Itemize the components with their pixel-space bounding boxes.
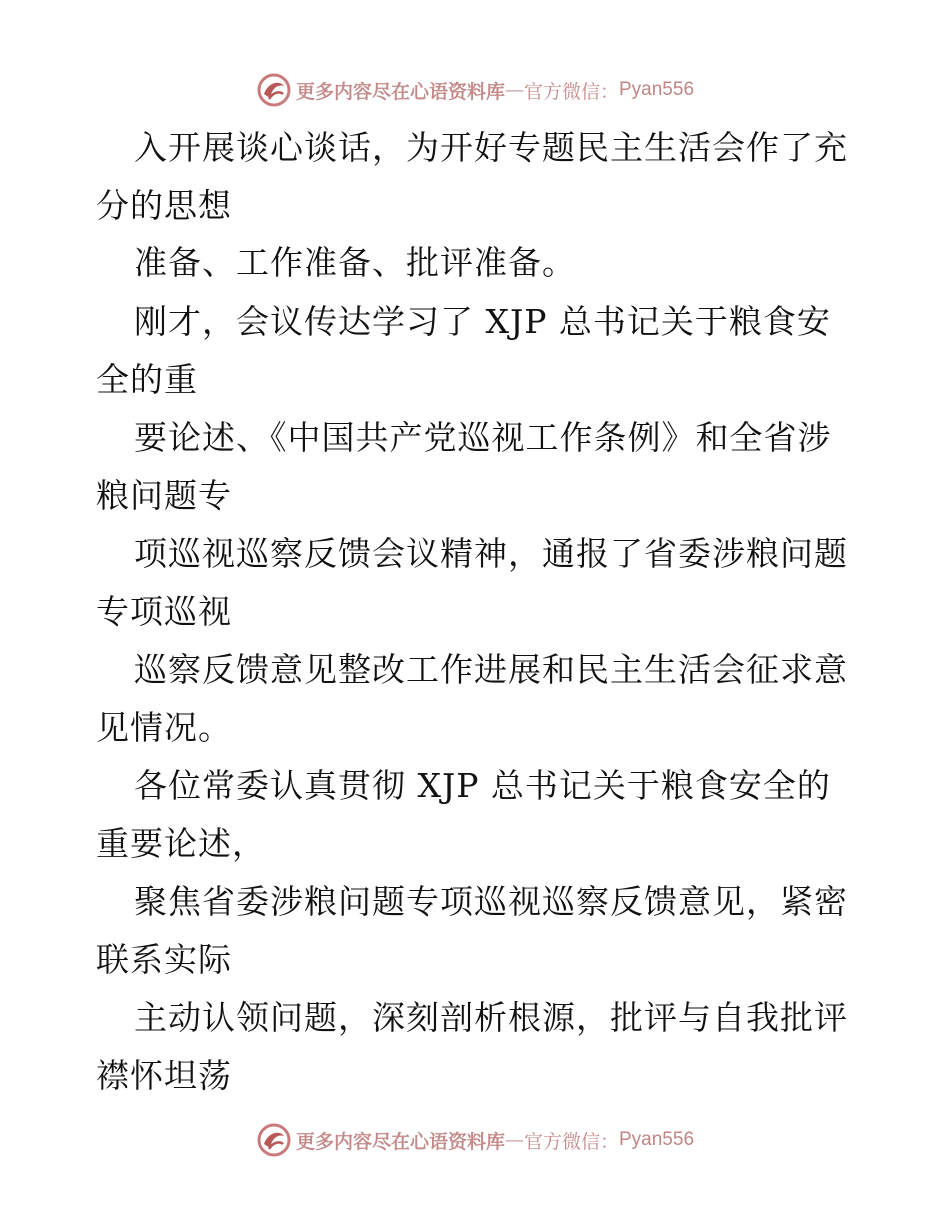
watermark-separator: — bbox=[504, 79, 524, 101]
text-line: 入开展谈心谈话，为开好专题民主生活会作了充 bbox=[134, 128, 848, 167]
watermark-wechat-id: Pyan556 bbox=[619, 1129, 695, 1150]
watermark-wechat-label: 官方微信： bbox=[523, 1130, 619, 1153]
watermark-brand: 更多内容尽在心语资料库 bbox=[295, 1130, 505, 1153]
text-line: 分的思想 bbox=[96, 186, 232, 225]
text-line: 各位常委认真贯彻 XJP 总书记关于粮食安全的 bbox=[134, 766, 831, 805]
text-line: 聚焦省委涉粮问题专项巡视巡察反馈意见，紧密 bbox=[134, 882, 848, 921]
watermark-wechat-label: 官方微信： bbox=[523, 80, 619, 103]
text-line: 准备、工作准备、批评准备。 bbox=[134, 243, 576, 282]
text-line: 专项巡视 bbox=[96, 592, 232, 631]
watermark-separator: — bbox=[504, 1129, 524, 1151]
footer-watermark bbox=[0, 1120, 950, 1160]
text-line: 重要论述， bbox=[96, 824, 266, 863]
header-watermark bbox=[0, 70, 950, 110]
text-line: 刚才，会议传达学习了 XJP 总书记关于粮食安 bbox=[134, 302, 831, 341]
text-line: 全的重 bbox=[96, 360, 198, 399]
swirl-logo-icon bbox=[256, 72, 292, 108]
text-line: 巡察反馈意见整改工作进展和民主生活会征求意 bbox=[134, 650, 848, 689]
watermark-brand: 更多内容尽在心语资料库 bbox=[295, 80, 505, 103]
text-line: 要论述、《中国共产党巡视工作条例》和全省涉 bbox=[134, 418, 832, 457]
text-line: 襟怀坦荡 bbox=[96, 1056, 232, 1095]
text-line: 联系实际 bbox=[96, 940, 232, 979]
text-line: 粮问题专 bbox=[96, 476, 232, 515]
swirl-logo-icon bbox=[256, 1122, 292, 1158]
watermark-wechat-id: Pyan556 bbox=[619, 79, 695, 100]
text-line: 见情况。 bbox=[96, 708, 232, 747]
text-line: 项巡视巡察反馈会议精神，通报了省委涉粮问题 bbox=[134, 534, 848, 573]
text-line: 主动认领问题，深刻剖析根源，批评与自我批评 bbox=[134, 998, 848, 1037]
